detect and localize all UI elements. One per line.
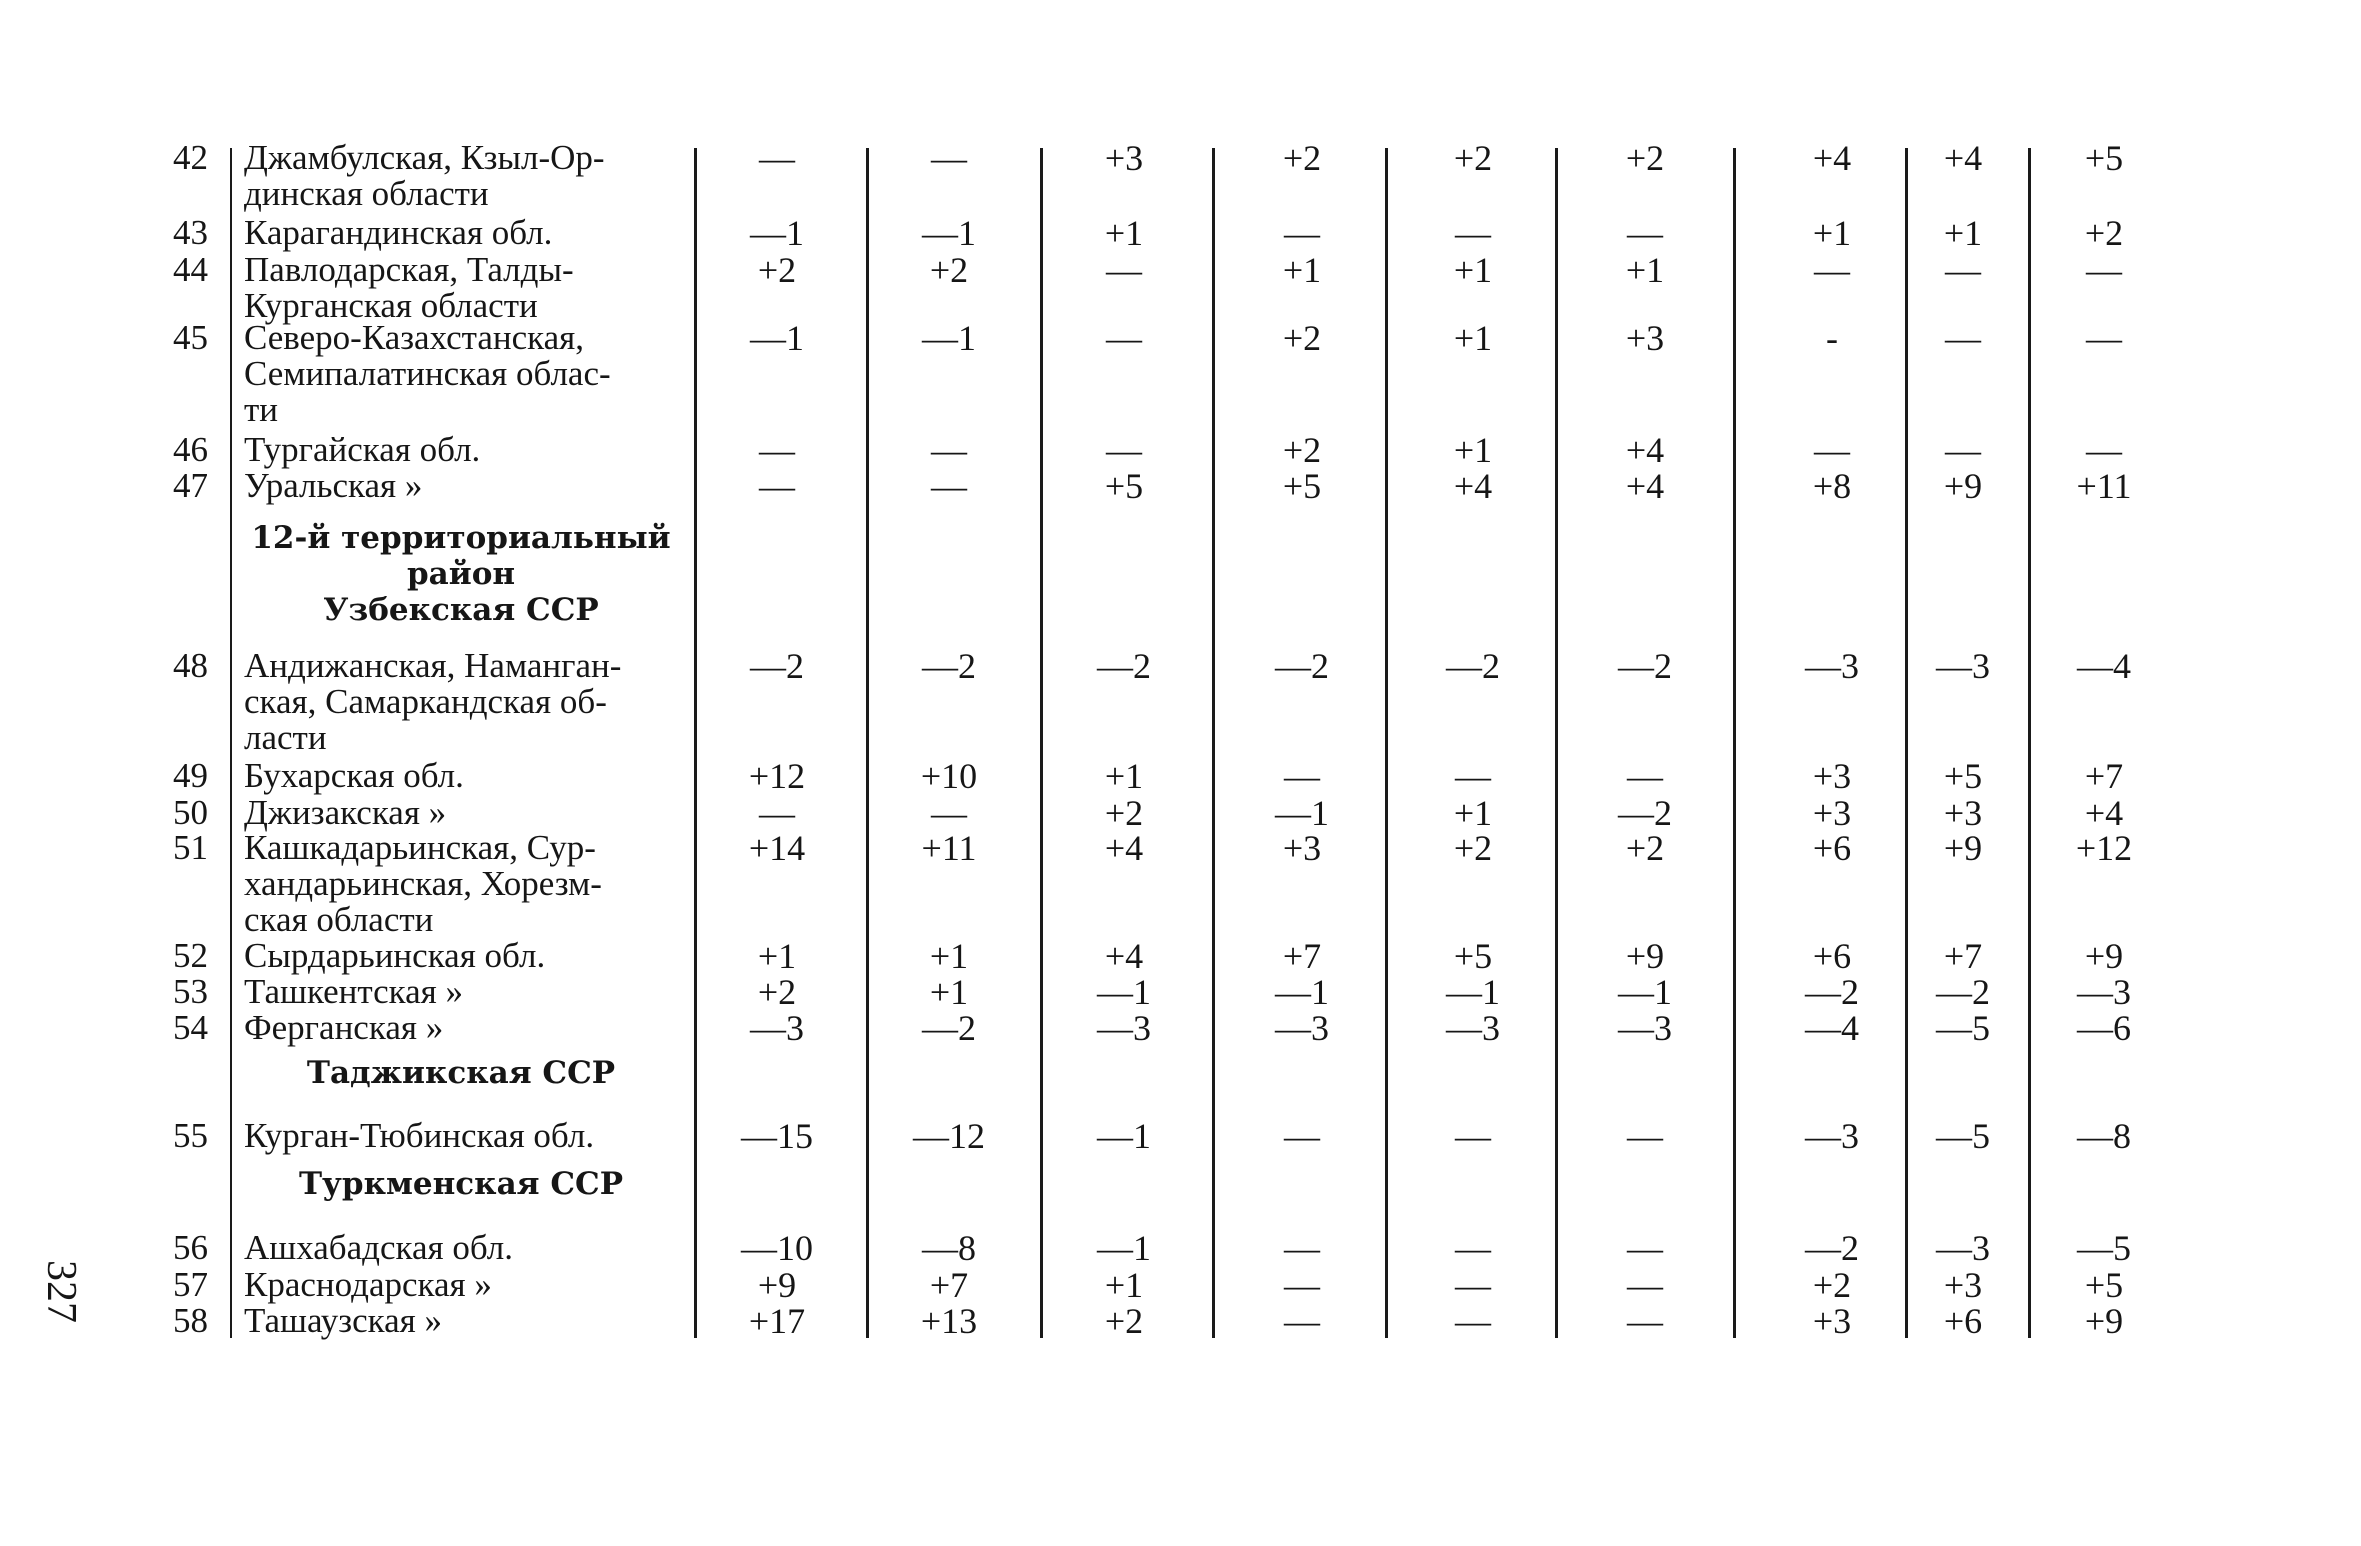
region-name-line: Ферганская »: [244, 1008, 444, 1047]
value-cell: —: [759, 793, 795, 833]
value-cell: —: [931, 430, 967, 470]
value-cell: +2: [1453, 138, 1493, 178]
value-cell: +1: [1453, 250, 1493, 290]
value-cell: —: [1814, 250, 1850, 290]
column-rule: [1733, 148, 1736, 1338]
value-cell: +1: [929, 972, 969, 1012]
value-cell: —: [931, 793, 967, 833]
row-number: 52: [173, 936, 208, 975]
row-number: 42: [173, 138, 208, 177]
value-cell: —3: [1618, 1008, 1672, 1048]
value-cell: —: [1284, 1228, 1320, 1268]
value-cell: +11: [921, 828, 977, 868]
value-cell: —4: [1805, 1008, 1859, 1048]
column-rule: [230, 148, 232, 1338]
column-rule: [694, 148, 697, 1338]
value-cell: —1: [1275, 793, 1329, 833]
section-heading: [236, 1055, 686, 1091]
value-cell: +3: [1104, 138, 1144, 178]
region-name-line: Карагандинская обл.: [244, 213, 553, 252]
region-name-line: Павлодарская, Талды-: [244, 250, 574, 289]
value-cell: +3: [1943, 793, 1983, 833]
value-cell: —3: [2077, 972, 2131, 1012]
value-cell: +1: [757, 936, 797, 976]
value-cell: —: [1627, 1265, 1663, 1305]
region-name: [244, 648, 674, 756]
value-cell: —: [1945, 430, 1981, 470]
value-cell: +4: [1943, 138, 1983, 178]
value-cell: —: [1945, 250, 1981, 290]
value-cell: —: [1455, 756, 1491, 796]
value-cell: +6: [1812, 936, 1852, 976]
section-heading: [236, 520, 686, 628]
region-name-line: ская, Самаркандская об-: [244, 682, 607, 721]
value-cell: —1: [750, 213, 804, 253]
value-cell: —3: [1936, 1228, 1990, 1268]
region-name: [244, 140, 674, 212]
row-number: 55: [173, 1116, 208, 1155]
value-cell: —: [931, 138, 967, 178]
value-cell: +1: [1104, 1265, 1144, 1305]
value-cell: +7: [929, 1265, 969, 1305]
value-cell: —2: [922, 646, 976, 686]
value-cell: +9: [1625, 936, 1665, 976]
value-cell: —1: [1097, 972, 1151, 1012]
value-cell: +2: [1812, 1265, 1852, 1305]
region-name: [244, 1267, 674, 1303]
value-cell: +7: [1943, 936, 1983, 976]
row-number: 51: [173, 828, 208, 867]
row-number: 53: [173, 972, 208, 1011]
value-cell: +2: [1104, 1301, 1144, 1341]
value-cell: —: [1627, 1301, 1663, 1341]
value-cell: +5: [1282, 466, 1322, 506]
value-cell: —2: [1936, 972, 1990, 1012]
value-cell: —: [1284, 213, 1320, 253]
value-cell: +2: [1282, 138, 1322, 178]
column-rule: [1212, 148, 1215, 1338]
value-cell: —1: [1618, 972, 1672, 1012]
value-cell: —8: [2077, 1116, 2131, 1156]
value-cell: +9: [2084, 936, 2124, 976]
value-cell: —10: [741, 1228, 813, 1268]
value-cell: —: [1627, 756, 1663, 796]
value-cell: —: [2086, 250, 2122, 290]
region-name-line: Джамбулская, Кзыл-Ор-: [244, 138, 605, 177]
value-cell: —1: [1275, 972, 1329, 1012]
row-number: 57: [173, 1265, 208, 1304]
value-cell: +4: [1625, 466, 1665, 506]
value-cell: +1: [1625, 250, 1665, 290]
value-cell: +2: [1282, 430, 1322, 470]
region-name: [244, 1303, 674, 1339]
value-cell: —2: [750, 646, 804, 686]
value-cell: —: [1284, 756, 1320, 796]
value-cell: +14: [748, 828, 806, 868]
region-name-line: ская области: [244, 900, 434, 939]
value-cell: —4: [2077, 646, 2131, 686]
section-heading: [236, 1166, 686, 1202]
value-cell: +5: [1943, 756, 1983, 796]
value-cell: —: [759, 466, 795, 506]
value-cell: +9: [757, 1265, 797, 1305]
value-cell: —5: [2077, 1228, 2131, 1268]
region-name-line: Курганская области: [244, 286, 538, 325]
value-cell: +7: [2084, 756, 2124, 796]
column-rule: [1555, 148, 1558, 1338]
value-cell: —: [1455, 1265, 1491, 1305]
value-cell: —: [1106, 318, 1142, 358]
region-name: [244, 1230, 674, 1266]
value-cell: —6: [2077, 1008, 2131, 1048]
value-cell: —3: [750, 1008, 804, 1048]
region-name: [244, 830, 674, 938]
value-cell: —3: [1097, 1008, 1151, 1048]
value-cell: —2: [1275, 646, 1329, 686]
row-number: 44: [173, 250, 208, 289]
value-cell: —3: [1805, 1116, 1859, 1156]
region-name: [244, 320, 674, 428]
value-cell: —2: [1805, 1228, 1859, 1268]
value-cell: +5: [2084, 138, 2124, 178]
region-name-line: ласти: [244, 718, 327, 757]
value-cell: +4: [1104, 936, 1144, 976]
value-cell: +7: [1282, 936, 1322, 976]
value-cell: —5: [1936, 1116, 1990, 1156]
region-name-line: Ашхабадская обл.: [244, 1228, 513, 1267]
region-name-line: динская области: [244, 174, 489, 213]
value-cell: —1: [922, 213, 976, 253]
region-name-line: ти: [244, 390, 279, 429]
value-cell: +1: [1104, 213, 1144, 253]
value-cell: +3: [1282, 828, 1322, 868]
region-name-line: Северо-Казахстанская,: [244, 318, 585, 357]
value-cell: —: [1814, 430, 1850, 470]
value-cell: +9: [1943, 466, 1983, 506]
region-name-line: Ташкентская »: [244, 972, 464, 1011]
row-number: 56: [173, 1228, 208, 1267]
region-name-line: Ташаузская »: [244, 1301, 442, 1340]
value-cell: —: [1455, 213, 1491, 253]
section-heading-line: Узбекская ССР: [323, 592, 599, 628]
value-cell: —: [1455, 1228, 1491, 1268]
region-name: [244, 1118, 674, 1154]
value-cell: +2: [757, 250, 797, 290]
value-cell: +4: [1453, 466, 1493, 506]
value-cell: +17: [748, 1301, 806, 1341]
region-name: [244, 974, 674, 1010]
value-cell: +2: [1104, 793, 1144, 833]
value-cell: +5: [1453, 936, 1493, 976]
region-name-line: Уральская »: [244, 466, 423, 505]
region-name-line: Джизакская »: [244, 793, 447, 832]
section-heading-line: район: [406, 556, 516, 592]
column-rule: [866, 148, 869, 1338]
value-cell: —: [1106, 430, 1142, 470]
region-name-line: Андижанская, Наманган-: [244, 646, 622, 685]
value-cell: +1: [1453, 430, 1493, 470]
value-cell: +2: [2084, 213, 2124, 253]
value-cell: —: [931, 466, 967, 506]
value-cell: +1: [1453, 318, 1493, 358]
row-number: 47: [173, 466, 208, 505]
value-cell: —3: [1446, 1008, 1500, 1048]
value-cell: —1: [1097, 1228, 1151, 1268]
value-cell: +5: [2084, 1265, 2124, 1305]
row-number: 58: [173, 1301, 208, 1340]
value-cell: -: [1826, 318, 1838, 358]
value-cell: +4: [1104, 828, 1144, 868]
region-name-line: хандарьинская, Хорезм-: [244, 864, 602, 903]
row-number: 49: [173, 756, 208, 795]
value-cell: +11: [2076, 466, 2132, 506]
value-cell: +3: [1812, 756, 1852, 796]
region-name-line: Семипалатинская облас-: [244, 354, 611, 393]
value-cell: +1: [1812, 213, 1852, 253]
value-cell: +3: [1812, 1301, 1852, 1341]
value-cell: +4: [2084, 793, 2124, 833]
value-cell: +2: [929, 250, 969, 290]
value-cell: —: [1627, 213, 1663, 253]
region-name-line: Краснодарская »: [244, 1265, 492, 1304]
value-cell: —12: [913, 1116, 985, 1156]
region-name: [244, 215, 674, 251]
region-name-line: Курган-Тюбинская обл.: [244, 1116, 595, 1155]
value-cell: +3: [1943, 1265, 1983, 1305]
region-name-line: Кашкадарьинская, Сур-: [244, 828, 596, 867]
value-cell: —: [1284, 1116, 1320, 1156]
value-cell: —: [1627, 1228, 1663, 1268]
value-cell: +1: [1104, 756, 1144, 796]
value-cell: —: [1284, 1265, 1320, 1305]
region-name: [244, 758, 674, 794]
value-cell: —: [1106, 250, 1142, 290]
value-cell: —2: [1805, 972, 1859, 1012]
value-cell: +8: [1812, 466, 1852, 506]
value-cell: —15: [741, 1116, 813, 1156]
value-cell: +1: [929, 936, 969, 976]
row-number: 46: [173, 430, 208, 469]
row-number: 43: [173, 213, 208, 252]
row-number: 54: [173, 1008, 208, 1047]
column-rule: [1040, 148, 1043, 1338]
value-cell: +3: [1812, 793, 1852, 833]
region-name-line: Тургайская обл.: [244, 430, 481, 469]
value-cell: +13: [920, 1301, 978, 1341]
value-cell: —2: [1618, 646, 1672, 686]
value-cell: +6: [1812, 828, 1852, 868]
value-cell: +9: [1943, 828, 1983, 868]
region-name: [244, 938, 674, 974]
value-cell: —1: [922, 318, 976, 358]
value-cell: +6: [1943, 1301, 1983, 1341]
section-heading-line: Туркменская ССР: [298, 1166, 624, 1202]
value-cell: —3: [1805, 646, 1859, 686]
value-cell: —1: [1446, 972, 1500, 1012]
value-cell: —: [1455, 1301, 1491, 1341]
value-cell: —: [1945, 318, 1981, 358]
section-heading-line: 12-й территориальный: [251, 520, 671, 556]
value-cell: —: [759, 138, 795, 178]
value-cell: —: [2086, 318, 2122, 358]
value-cell: +9: [2084, 1301, 2124, 1341]
value-cell: —: [2086, 430, 2122, 470]
region-name: [244, 252, 674, 324]
section-heading-line: Таджикская ССР: [306, 1055, 616, 1091]
value-cell: —2: [1446, 646, 1500, 686]
value-cell: +2: [757, 972, 797, 1012]
column-rule: [1385, 148, 1388, 1338]
value-cell: +12: [748, 756, 806, 796]
region-name: [244, 468, 674, 504]
value-cell: —1: [1097, 1116, 1151, 1156]
value-cell: +12: [2075, 828, 2133, 868]
region-name: [244, 432, 674, 468]
row-number: 45: [173, 318, 208, 357]
value-cell: —: [759, 430, 795, 470]
region-name-line: Бухарская обл.: [244, 756, 464, 795]
value-cell: +2: [1453, 828, 1493, 868]
value-cell: +1: [1943, 213, 1983, 253]
value-cell: —: [1627, 1116, 1663, 1156]
value-cell: +4: [1625, 430, 1665, 470]
value-cell: —2: [1618, 793, 1672, 833]
value-cell: —1: [750, 318, 804, 358]
region-name: [244, 795, 674, 831]
value-cell: —5: [1936, 1008, 1990, 1048]
row-number: 48: [173, 646, 208, 685]
value-cell: +1: [1282, 250, 1322, 290]
value-cell: +10: [920, 756, 978, 796]
value-cell: +3: [1625, 318, 1665, 358]
value-cell: +2: [1282, 318, 1322, 358]
value-cell: —: [1455, 1116, 1491, 1156]
value-cell: +2: [1625, 828, 1665, 868]
value-cell: —2: [922, 1008, 976, 1048]
region-name: [244, 1010, 674, 1046]
region-name-line: Сырдарьинская обл.: [244, 936, 546, 975]
value-cell: —3: [1936, 646, 1990, 686]
page-number: 327: [38, 1260, 84, 1323]
value-cell: +4: [1812, 138, 1852, 178]
row-number: 50: [173, 793, 208, 832]
value-cell: +2: [1625, 138, 1665, 178]
value-cell: —: [1284, 1301, 1320, 1341]
value-cell: —2: [1097, 646, 1151, 686]
value-cell: +5: [1104, 466, 1144, 506]
value-cell: —3: [1275, 1008, 1329, 1048]
value-cell: +1: [1453, 793, 1493, 833]
value-cell: —8: [922, 1228, 976, 1268]
